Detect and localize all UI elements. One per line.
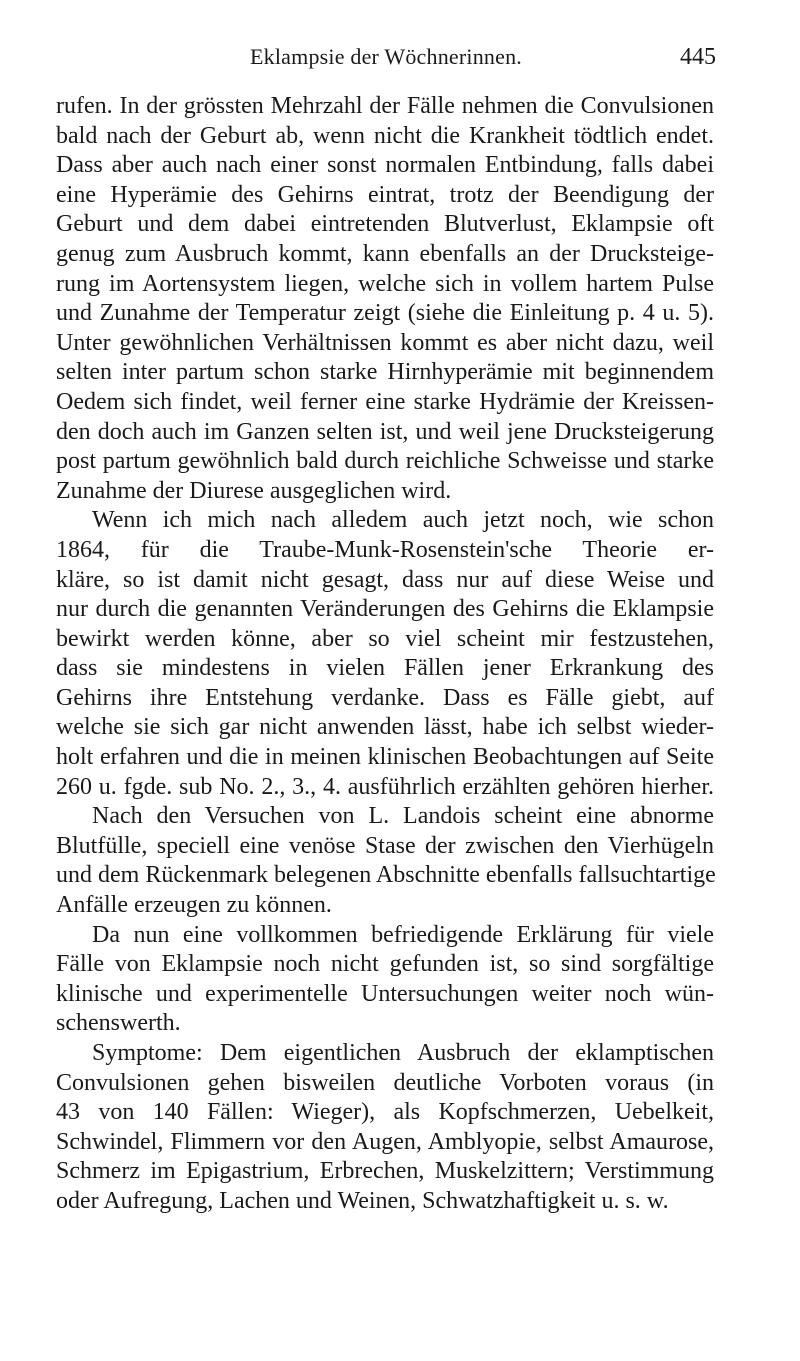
text-line: klinische und experimentelle Untersuchungen weiter noch wün- xyxy=(56,980,714,1007)
text-line: Unter gewöhnlichen Verhältnissen kommt es aber nicht dazu, weil xyxy=(56,329,714,356)
text-line: nur durch die genannten Veränderungen des Gehirns die Eklampsie xyxy=(56,596,714,623)
text-line: Da nun eine vollkommen befriedigende Erklärung für viele xyxy=(92,921,714,948)
text-line: kläre, so ist damit nicht gesagt, dass nur auf diese Weise und xyxy=(56,566,714,593)
text-line: Schmerz im Epigastrium, Erbrechen, Muskelzittern; Verstimmung xyxy=(56,1158,714,1185)
text-line: Oedem sich findet, weil ferner eine starke Hydrämie der Kreissen- xyxy=(56,388,714,415)
text-line: post partum gewöhnlich bald durch reichliche Schweisse und starke xyxy=(56,448,714,475)
text-line: Zunahme der Diurese ausgeglichen wird. xyxy=(56,477,452,504)
text-line: eine Hyperämie des Gehirns eintrat, trotz der Beendigung der xyxy=(56,181,714,208)
text-line: genug zum Ausbruch kommt, kann ebenfalls an der Drucksteige- xyxy=(56,240,714,267)
text-line: rufen. In der grössten Mehrzahl der Fälle nehmen die Convulsionen xyxy=(56,93,714,119)
text-line: Anfälle erzeugen zu können. xyxy=(56,892,332,919)
text-line: bewirkt werden könne, aber so viel scheint mir festzustehen, xyxy=(56,625,714,652)
text-line: schenswerth. xyxy=(56,1010,181,1037)
text-line: oder Aufregung, Lachen und Weinen, Schwatzhaftigkeit u. s. w. xyxy=(56,1187,669,1214)
text-line: Symptome: Dem eigentlichen Ausbruch der eklamptischen xyxy=(92,1040,714,1066)
text-line: 260 u. fgde. sub No. 2., 3., 4. ausführlich erzählten gehören hierher. xyxy=(56,773,714,800)
text-line: Nach den Versuchen von L. Landois scheint eine abnorme xyxy=(92,803,714,830)
running-title: Eklampsie der Wöchnerinnen. xyxy=(250,44,522,69)
text-line: bald nach der Geburt ab, wenn nicht die Krankheit tödtlich endet. xyxy=(56,122,714,149)
page-header xyxy=(56,44,716,74)
body-text xyxy=(56,92,714,1217)
page-number: 445 xyxy=(680,44,716,70)
text-line: dass sie mindestens in vielen Fällen jener Erkrankung des xyxy=(56,655,714,682)
text-line: 43 von 140 Fällen: Wieger), als Kopfschmerzen, Uebelkeit, xyxy=(56,1099,714,1126)
text-line: rung im Aortensystem liegen, welche sich in vollem hartem Pulse xyxy=(56,270,714,297)
text-line: Dass aber auch nach einer sonst normalen Entbindung, falls dabei xyxy=(56,152,714,179)
text-line: und Zunahme der Temperatur zeigt (siehe die Einleitung p. 4 u. 5). xyxy=(56,300,714,327)
text-line: welche sie sich gar nicht anwenden lässt, habe ich selbst wieder- xyxy=(56,714,714,741)
text-line: Convulsionen gehen bisweilen deutliche Vorboten voraus (in xyxy=(56,1069,714,1096)
text-line: Fälle von Eklampsie noch nicht gefunden ist, so sind sorgfältige xyxy=(56,951,714,978)
text-line: Wenn ich mich nach alledem auch jetzt noch, wie schon xyxy=(92,507,714,534)
text-line: holt erfahren und die in meinen klinischen Beobachtungen auf Seite xyxy=(56,744,714,771)
text-line: Geburt und dem dabei eintretenden Blutverlust, Eklampsie oft xyxy=(56,211,714,238)
text-line: den doch auch im Ganzen selten ist, und weil jene Drucksteigerung xyxy=(56,418,714,445)
text-line: Blutfülle, speciell eine venöse Stase der zwischen den Vierhügeln xyxy=(56,832,714,859)
text-line: und dem Rückenmark belegenen Abschnitte ebenfalls fallsuchtartige xyxy=(56,862,716,889)
text-line: selten inter partum schon starke Hirnhyperämie mit beginnendem xyxy=(56,359,714,386)
text-line: Schwindel, Flimmern vor den Augen, Amblyopie, selbst Amaurose, xyxy=(56,1128,714,1155)
text-line: Gehirns ihre Entstehung verdanke. Dass es Fälle giebt, auf xyxy=(56,684,714,711)
text-line: 1864, für die Traube-Munk-Rosenstein'sche Theorie er- xyxy=(56,536,714,563)
